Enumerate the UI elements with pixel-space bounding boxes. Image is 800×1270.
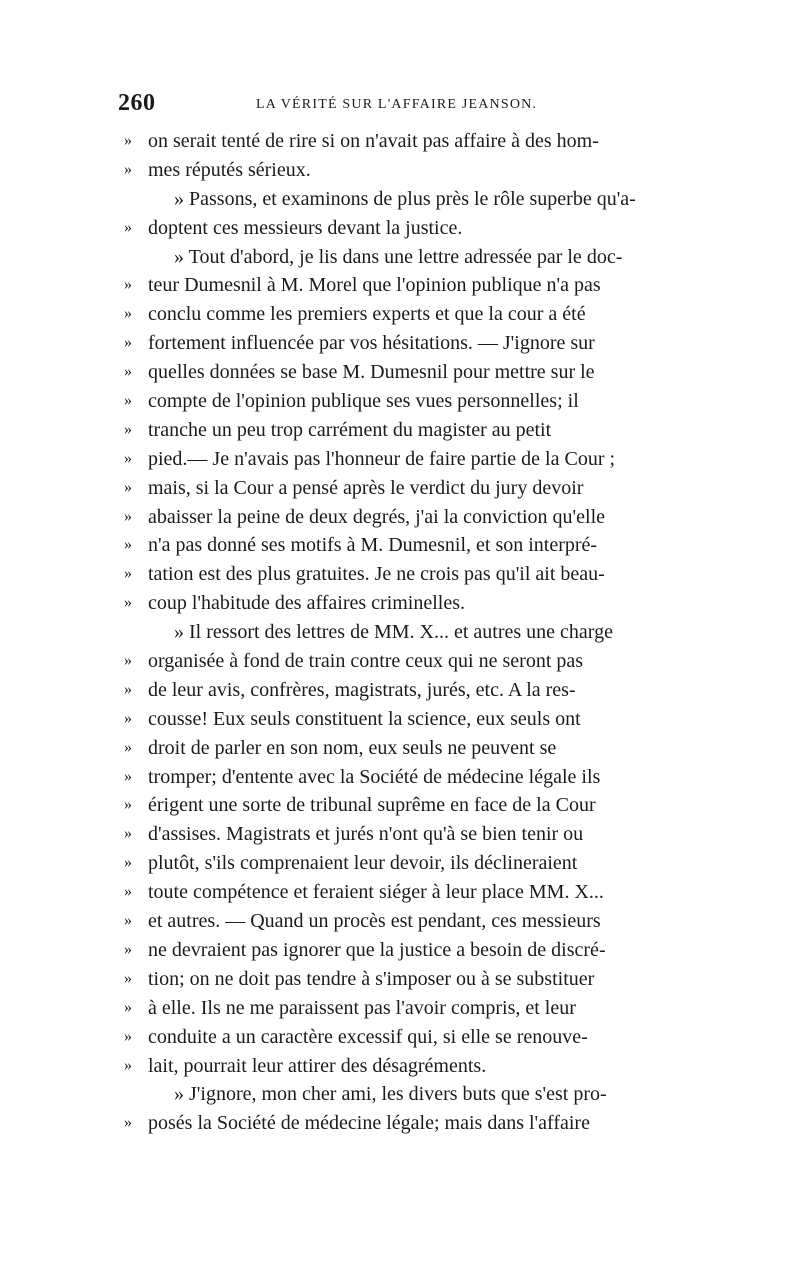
text-line bbox=[118, 300, 678, 329]
text-line bbox=[118, 271, 678, 300]
body-text bbox=[118, 127, 678, 1138]
quote-mark: » bbox=[124, 276, 132, 294]
quote-mark: » bbox=[124, 940, 132, 958]
quote-mark: » bbox=[124, 218, 132, 236]
text-line bbox=[118, 445, 678, 474]
text-line bbox=[118, 936, 678, 965]
quote-mark: » bbox=[124, 796, 132, 814]
text-line bbox=[118, 820, 678, 849]
quote-mark: » bbox=[124, 392, 132, 410]
text-line bbox=[118, 705, 678, 734]
text-line bbox=[118, 878, 678, 907]
text-line bbox=[118, 156, 678, 185]
quote-mark: » bbox=[124, 825, 132, 843]
quote-mark: » bbox=[124, 449, 132, 467]
line-text: compte de l'opinion publique ses vues personnelles; il bbox=[148, 390, 579, 413]
text-line bbox=[118, 560, 678, 589]
line-text: plutôt, s'ils comprenaient leur devoir, ils déclineraient bbox=[148, 852, 578, 875]
quote-mark: » bbox=[124, 478, 132, 496]
text-line bbox=[118, 907, 678, 936]
quote-mark: » bbox=[124, 1027, 132, 1045]
line-text: d'assises. Magistrats et jurés n'ont qu'à se bien tenir ou bbox=[148, 823, 584, 846]
line-text: de leur avis, confrères, magistrats, jurés, etc. A la res- bbox=[148, 678, 576, 701]
quote-mark: » bbox=[124, 160, 132, 178]
line-text: abaisser la peine de deux degrés, j'ai la conviction qu'elle bbox=[148, 505, 606, 528]
line-text: posés la Société de médecine légale; mais dans l'affaire bbox=[148, 1112, 590, 1135]
text-line bbox=[118, 589, 678, 618]
quote-mark: » bbox=[124, 969, 132, 987]
line-text: et autres. — Quand un procès est pendant, ces messieurs bbox=[148, 910, 601, 933]
text-line bbox=[118, 503, 678, 532]
line-text: lait, pourrait leur attirer des désagréments. bbox=[148, 1054, 487, 1077]
quote-mark: » bbox=[124, 652, 132, 670]
quote-mark: » bbox=[124, 883, 132, 901]
text-line bbox=[118, 791, 678, 820]
quote-mark: » bbox=[124, 594, 132, 612]
text-line bbox=[118, 329, 678, 358]
running-head: LA VÉRITÉ SUR L'AFFAIRE JEANSON. bbox=[256, 97, 538, 112]
line-text: érigent une sorte de tribunal suprême en face de la Cour bbox=[148, 794, 596, 817]
line-text: fortement influencée par vos hésitations. — J'ignore sur bbox=[148, 332, 595, 355]
text-line bbox=[118, 1109, 678, 1138]
text-line bbox=[118, 387, 678, 416]
quote-mark: » bbox=[124, 420, 132, 438]
line-text: mes réputés sérieux. bbox=[148, 158, 311, 181]
text-line bbox=[118, 647, 678, 676]
quote-mark: » bbox=[124, 363, 132, 381]
text-line bbox=[118, 965, 678, 994]
text-line bbox=[118, 358, 678, 387]
text-line bbox=[118, 1023, 678, 1052]
quote-mark: » bbox=[124, 709, 132, 727]
line-text: mais, si la Cour a pensé après le verdict du jury devoir bbox=[148, 476, 584, 499]
text-line bbox=[118, 618, 678, 647]
line-text: teur Dumesnil à M. Morel que l'opinion publique n'a pas bbox=[148, 274, 601, 297]
line-text: » Tout d'abord, je lis dans une lettre adressée par le doc- bbox=[174, 245, 623, 268]
quote-mark: » bbox=[124, 1114, 132, 1132]
quote-mark: » bbox=[124, 334, 132, 352]
text-line bbox=[118, 676, 678, 705]
line-text: droit de parler en son nom, eux seuls ne peuvent se bbox=[148, 736, 557, 759]
quote-mark: » bbox=[124, 132, 132, 149]
line-text: » Passons, et examinons de plus près le rôle superbe qu'a- bbox=[174, 187, 636, 210]
line-text: pied.— Je n'avais pas l'honneur de faire partie de la Cour ; bbox=[148, 447, 616, 470]
line-text: n'a pas donné ses motifs à M. Dumesnil, et son interpré- bbox=[148, 534, 598, 557]
page-header bbox=[118, 90, 678, 120]
line-text: toute compétence et feraient siéger à leur place MM. X... bbox=[148, 881, 604, 904]
text-line bbox=[118, 474, 678, 503]
text-line bbox=[118, 243, 678, 272]
line-text: tranche un peu trop carrément du magister au petit bbox=[148, 418, 552, 441]
line-text: doptent ces messieurs devant la justice. bbox=[148, 216, 463, 239]
quote-mark: » bbox=[124, 305, 132, 323]
line-text: » J'ignore, mon cher ami, les divers buts que s'est pro- bbox=[174, 1083, 607, 1106]
text-line bbox=[118, 531, 678, 560]
quote-mark: » bbox=[124, 565, 132, 583]
line-text: coup l'habitude des affaires criminelles. bbox=[148, 592, 466, 615]
line-text: quelles données se base M. Dumesnil pour mettre sur le bbox=[148, 361, 595, 384]
text-line bbox=[118, 734, 678, 763]
line-text: tromper; d'entente avec la Société de médecine légale ils bbox=[148, 765, 601, 788]
line-text: on serait tenté de rire si on n'avait pas affaire à des hom- bbox=[148, 130, 599, 152]
text-line bbox=[118, 849, 678, 878]
text-line bbox=[118, 185, 678, 214]
line-text: conclu comme les premiers experts et que la cour a été bbox=[148, 303, 586, 326]
quote-mark: » bbox=[124, 507, 132, 525]
quote-mark: » bbox=[124, 912, 132, 930]
quote-mark: » bbox=[124, 680, 132, 698]
line-text: organisée à fond de train contre ceux qui ne seront pas bbox=[148, 650, 584, 673]
line-text: conduite a un caractère excessif qui, si elle se renouve- bbox=[148, 1025, 588, 1048]
quote-mark: » bbox=[124, 998, 132, 1016]
line-text: à elle. Ils ne me paraissent pas l'avoir compris, et leur bbox=[148, 996, 576, 1019]
quote-mark: » bbox=[124, 1056, 132, 1074]
quote-mark: » bbox=[124, 536, 132, 554]
line-text: ne devraient pas ignorer que la justice a besoin de discré- bbox=[148, 938, 606, 961]
quote-mark: » bbox=[124, 767, 132, 785]
text-line bbox=[118, 763, 678, 792]
text-line bbox=[118, 214, 678, 243]
line-text: cousse! Eux seuls constituent la science, eux seuls ont bbox=[148, 707, 581, 730]
line-text: tation est des plus gratuites. Je ne crois pas qu'il ait beau- bbox=[148, 563, 605, 586]
text-line bbox=[118, 1080, 678, 1109]
text-line bbox=[118, 1052, 678, 1081]
line-text: » Il ressort des lettres de MM. X... et autres une charge bbox=[174, 621, 613, 644]
quote-mark: » bbox=[124, 854, 132, 872]
text-line bbox=[118, 127, 678, 156]
text-line bbox=[118, 994, 678, 1023]
page-number: 260 bbox=[118, 90, 156, 116]
text-line bbox=[118, 416, 678, 445]
quote-mark: » bbox=[124, 738, 132, 756]
line-text: tion; on ne doit pas tendre à s'imposer ou à se substituer bbox=[148, 967, 595, 990]
